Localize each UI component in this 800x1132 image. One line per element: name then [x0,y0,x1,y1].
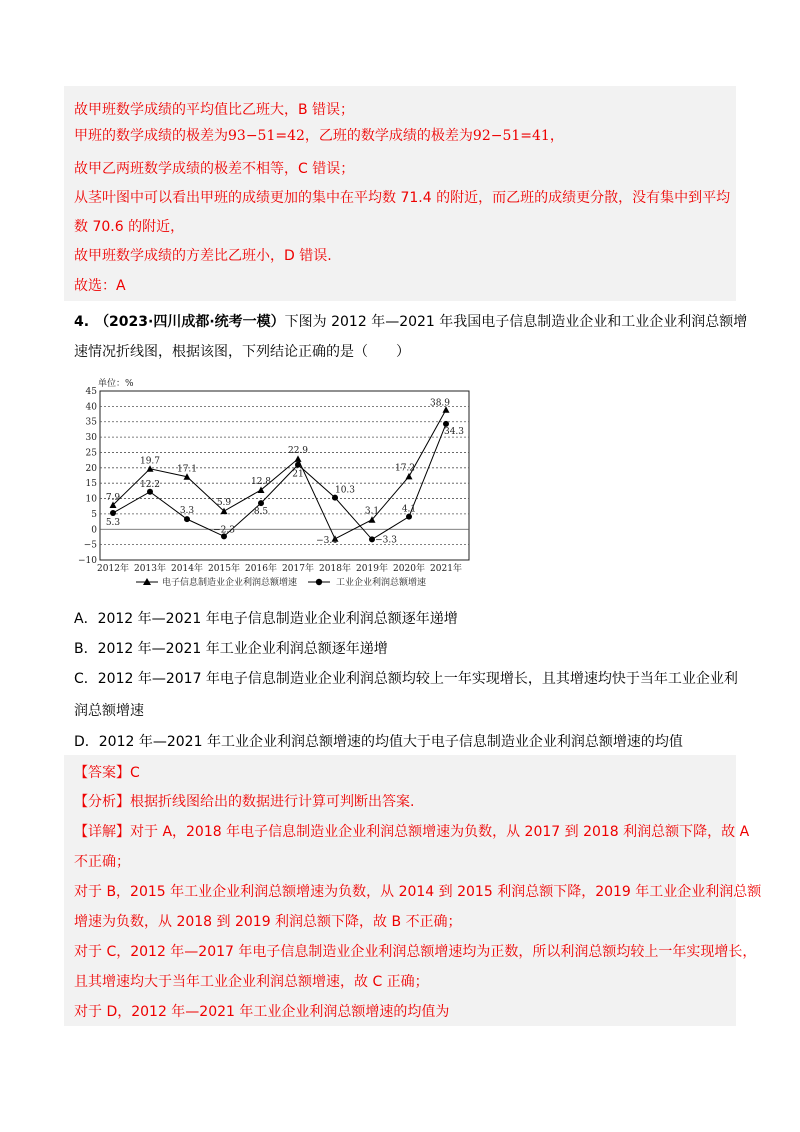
data-label: 17.2 [394,463,416,474]
option-b: B．2012 年—2021 年工业企业利润总额逐年递增 [74,641,388,657]
y-tick-label: 25 [85,448,97,459]
analysis-line [74,792,414,812]
detail-tag: 【详解】 [74,824,130,840]
x-tick-label: 2015年 [208,564,240,574]
solution-line: 故甲班数学成绩的方差比乙班小，D 错误. [74,248,332,264]
detail-line: 对于 D，2012 年—2021 年工业企业利润总额增速的均值为 [74,1004,450,1020]
x-tick-label: 2019年 [356,564,388,574]
data-label: −3.3 [375,535,397,546]
data-point-circle [295,462,301,468]
y-tick-label: −10 [78,556,97,566]
solution-line: 故选：A [74,278,126,294]
answer-line [74,763,140,783]
data-point-circle [258,500,264,506]
plot-frame [100,391,469,560]
x-tick-label: 2018年 [319,564,351,574]
question-source: （2023·四川成都·统考一模） [95,314,285,330]
detail-text: 对于 A，2018 年电子信息制造业企业利润总额增速为负数，从 2017 到 2018 利润总额下降，故 A [130,824,750,840]
data-label: 7.9 [105,492,121,503]
range-formula-a: 93−51=42 [228,128,305,144]
line-chart [64,375,484,593]
x-tick-label: 2020年 [393,564,425,574]
range-text: 甲班的数学成绩的极差为 [74,128,228,144]
y-tick-label: 10 [85,494,97,505]
analysis-tag: 【分析】 [74,794,130,810]
solution-line: 从茎叶图中可以看出甲班的成绩更加的集中在平均数 71.4 的附近，而乙班的成绩更分散，没有集中到平均 [74,190,731,206]
option-c: C．2012 年—2017 年电子信息制造业企业利润总额均较上一年实现增长，且其增速均快于当年工业企业利 [74,671,738,687]
legend [136,576,426,588]
data-label: 8.5 [253,507,269,518]
data-point-circle [184,516,190,522]
solution-line-range [74,126,564,146]
detail-line: 对于 C，2012 年—2017 年电子信息制造业企业利润总额增速均为正数，所以利润总额均较上一年实现增长， [74,944,757,960]
x-tick-label: 2014年 [171,564,203,574]
series-line-industrial [113,424,446,540]
question-number: 4. [74,314,90,330]
data-label: 34.3 [443,426,465,437]
data-label: 12.2 [139,479,161,490]
data-label: 4.1 [401,504,417,515]
detail-line: 增速为负数，从 2018 到 2019 利润总额下降，故 B 不正确； [74,914,462,930]
detail-line: 不正确； [74,854,130,870]
x-tick-label: 2012年 [97,564,129,574]
y-tick-label: 0 [91,525,97,536]
y-tick-label: 15 [85,479,97,490]
range-formula-b: 92−51=41 [472,128,550,144]
y-tick-label: −5 [83,540,97,551]
data-label: −3.1 [316,535,338,546]
data-label: −2.3 [213,525,235,536]
solution-line: 故甲班数学成绩的平均值比乙班大，B 错误； [74,102,355,118]
question-stem [74,312,747,332]
y-tick-label: 45 [85,387,97,397]
answer-value: C [130,765,140,781]
data-label: 5.9 [216,498,232,509]
data-label: 3.3 [179,506,195,517]
option-c-cont: 润总额增速 [74,703,144,719]
x-tick-label: 2016年 [245,564,277,574]
solution-line: 数 70.6 的附近， [74,219,185,235]
answer-tag: 【答案】 [74,765,130,781]
data-label: 22.9 [287,445,309,456]
data-point-circle [110,510,116,516]
detail-line: 且其增速均大于当年工业企业利润总额增速，故 C 正确； [74,974,429,990]
solution-line: 故甲乙两班数学成绩的极差不相等，C 错误； [74,161,355,177]
x-tick-label: 2013年 [134,564,166,574]
data-label: 17.1 [176,464,198,475]
data-label: 21 [292,469,304,480]
option-d: D．2012 年—2021 年工业企业利润总额增速的均值大于电子信息制造业企业利润总额增速的均值 [74,734,683,750]
data-label: 5.3 [105,517,121,528]
legend-label-electronics: 电子信息制造业企业利润总额增速 [162,578,298,588]
legend-label-industrial: 工业企业利润总额增速 [336,578,427,588]
y-tick-label: 20 [85,463,97,474]
question-stem-cont: 速情况折线图，根据该图，下列结论正确的是（ ） [74,344,410,360]
data-label: 10.3 [334,485,356,496]
x-tick-label: 2017年 [282,564,314,574]
circle-marker-icon [316,579,322,585]
y-tick-label: 30 [85,433,97,444]
detail-line: 对于 B，2015 年工业企业利润总额增速为负数，从 2014 到 2015 利润总额下降，2019 年工业企业利润总额 [74,884,762,900]
series-line-electronics [113,410,446,539]
y-tick-label: 40 [85,402,97,413]
range-text: ， [549,128,564,144]
data-label: 12.8 [250,476,272,487]
analysis-text: 根据折线图给出的数据进行计算可判断出答案. [130,794,415,810]
y-tick-label: 35 [85,417,97,428]
data-point-triangle [295,455,302,462]
question-stem-text: 下图为 2012 年—2021 年我国电子信息制造业企业和工业企业利润总额增 [284,314,748,330]
data-label: 38.9 [429,398,451,409]
data-label: 3.1 [364,506,380,517]
unit-label: 单位：% [98,379,134,389]
data-point-triangle [406,473,413,480]
y-tick-label: 5 [91,509,97,520]
option-a: A．2012 年—2021 年电子信息制造业企业利润总额逐年递增 [74,611,458,627]
range-text: ，乙班的数学成绩的极差为 [304,128,473,144]
detail-line [74,822,749,842]
x-tick-label: 2021年 [430,564,462,574]
data-label: 19.7 [139,456,161,467]
